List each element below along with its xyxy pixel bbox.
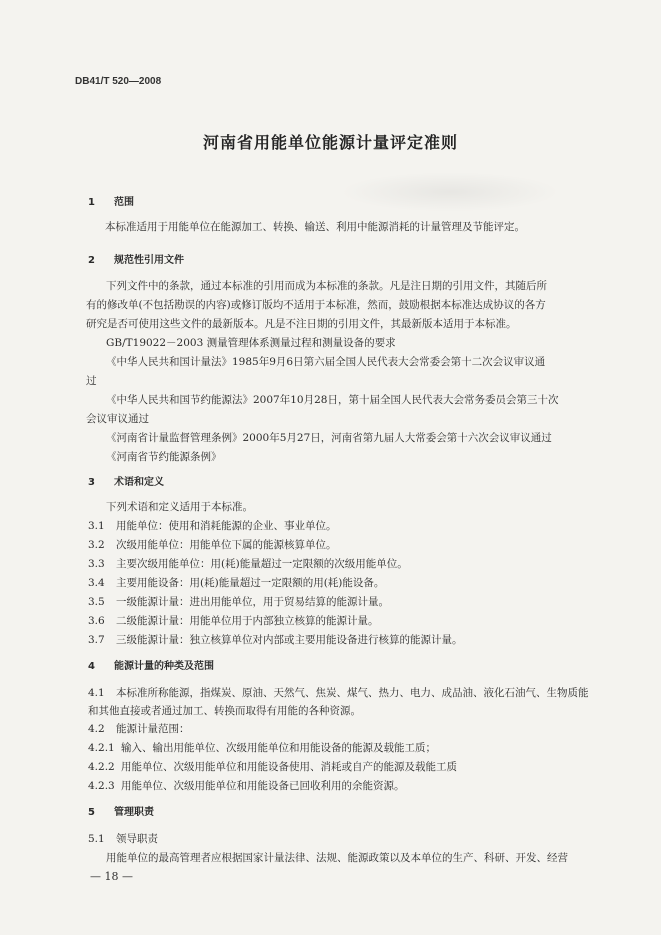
section-2-heading: [88, 254, 184, 268]
item-number: 4.2: [88, 723, 105, 735]
item-number: 3.4: [88, 577, 105, 589]
standard-code: DB41/T 520—2008: [75, 76, 162, 87]
item-text: 一级能源计量：进出用能单位，用于贸易结算的能源计量。: [116, 596, 389, 608]
section-1-heading: [88, 196, 134, 210]
paragraph: 本标准适用于用能单位在能源加工、转换、输送、利用中能源消耗的计量管理及节能评定。: [105, 221, 525, 233]
item-text: 用能单位、次级用能单位和用能设备使用、消耗或自产的能源及载能工质: [121, 761, 457, 773]
section-title: 范围: [114, 197, 134, 208]
sub-clause: [88, 779, 405, 793]
item-number: 5.1: [88, 833, 105, 845]
item-number: 3.3: [88, 558, 105, 570]
item-number: 4.1: [88, 687, 105, 699]
clause-line: [88, 686, 589, 700]
item-text: 主要用能设备：用(耗)能量超过一定限额的用(耗)能设备。: [116, 577, 385, 589]
clause-line: [88, 832, 158, 846]
item-text: 用能单位：使用和消耗能源的企业、事业单位。: [116, 520, 337, 532]
section-number: 1: [88, 197, 95, 208]
page-number: — 18 —: [90, 870, 133, 883]
item-number: 4.2.3: [88, 780, 115, 792]
item-text: 本标准所称能源，指煤炭、原油、天然气、焦炭、煤气、热力、电力、成品油、液化石油气、生物质能: [116, 687, 589, 699]
section-number: 3: [88, 477, 95, 488]
item-text: 次级用能单位：用能单位下属的能源核算单位。: [116, 539, 337, 551]
item-text: 二级能源计量：用能单位用于内部独立核算的能源计量。: [116, 615, 379, 627]
page-title: 河南省用能单位能源计量评定准则: [202, 133, 458, 152]
item-text: 输入、输出用能单位、次级用能单位和用能设备的能源及载能工质；: [121, 742, 436, 754]
clause-line: [88, 722, 190, 736]
reference-item: 《中华人民共和国节约能源法》2007年10月28日，第十届全国人民代表大会常务委员会第三十次: [106, 394, 559, 406]
item-number: 4.2.1: [88, 742, 115, 754]
reference-item-cont: 过: [86, 375, 97, 387]
paragraph-line: 有的修改单(不包括勘误的内容)或修订版均不适用于本标准，然而，鼓励根据本标准达成协议的各方: [86, 299, 546, 311]
item-number: 3.2: [88, 539, 105, 551]
sub-clause: [88, 760, 457, 774]
paragraph-line: 研究是否可使用这些文件的最新版本。凡是不注日期的引用文件，其最新版本适用于本标准。: [86, 318, 517, 330]
item-number: 4.2.2: [88, 761, 115, 773]
section-number: 2: [88, 255, 95, 266]
definition-item: [88, 538, 337, 552]
section-title: 管理职责: [114, 807, 154, 818]
reference-item: 《河南省计量监督管理条例》2000年5月27日，河南省第九届人大常委会第十六次会议审议通过: [106, 432, 552, 444]
sub-clause: [88, 741, 436, 755]
definition-item: [88, 633, 463, 647]
item-text: 主要次级用能单位：用(耗)能量超过一定限额的次级用能单位。: [116, 558, 408, 570]
item-number: 3.7: [88, 634, 105, 646]
item-text: 领导职责: [116, 833, 158, 845]
item-text: 三级能源计量：独立核算单位对内部或主要用能设备进行核算的能源计量。: [116, 634, 463, 646]
definition-item: [88, 595, 389, 609]
reference-item: 《中华人民共和国计量法》1985年9月6日第六届全国人民代表大会常委会第十二次会议审议通: [106, 356, 546, 368]
definition-item: [88, 519, 337, 533]
scan-smudge: [340, 172, 560, 212]
section-title: 术语和定义: [114, 477, 164, 488]
item-text: 能源计量范围：: [116, 723, 190, 735]
section-3-heading: [88, 476, 164, 490]
item-number: 3.1: [88, 520, 105, 532]
section-title: 规范性引用文件: [114, 255, 184, 266]
reference-item: GB/T19022－2003 测量管理体系测量过程和测量设备的要求: [106, 337, 396, 349]
section-number: 5: [88, 807, 95, 818]
clause-line-cont: 和其他直接或者通过加工、转换而取得有用能的各种资源。: [88, 705, 361, 717]
section-number: 4: [88, 661, 95, 672]
paragraph: 下列术语和定义适用于本标准。: [106, 501, 253, 513]
section-title: 能源计量的种类及范围: [114, 661, 214, 672]
paragraph-line: 用能单位的最高管理者应根据国家计量法律、法规、能源政策以及本单位的生产、科研、开发、经营: [106, 852, 568, 864]
reference-item: 《河南省节约能源条例》: [106, 451, 222, 463]
section-5-heading: [88, 806, 154, 820]
item-number: 3.5: [88, 596, 105, 608]
paragraph-line: 下列文件中的条款，通过本标准的引用而成为本标准的条款。凡是注日期的引用文件，其随后所: [106, 280, 547, 292]
item-number: 3.6: [88, 615, 105, 627]
section-4-heading: [88, 660, 214, 674]
reference-item-cont: 会议审议通过: [86, 413, 149, 425]
item-text: 用能单位、次级用能单位和用能设备已回收利用的余能资源。: [121, 780, 405, 792]
definition-item: [88, 614, 379, 628]
definition-item: [88, 557, 408, 571]
definition-item: [88, 576, 384, 590]
